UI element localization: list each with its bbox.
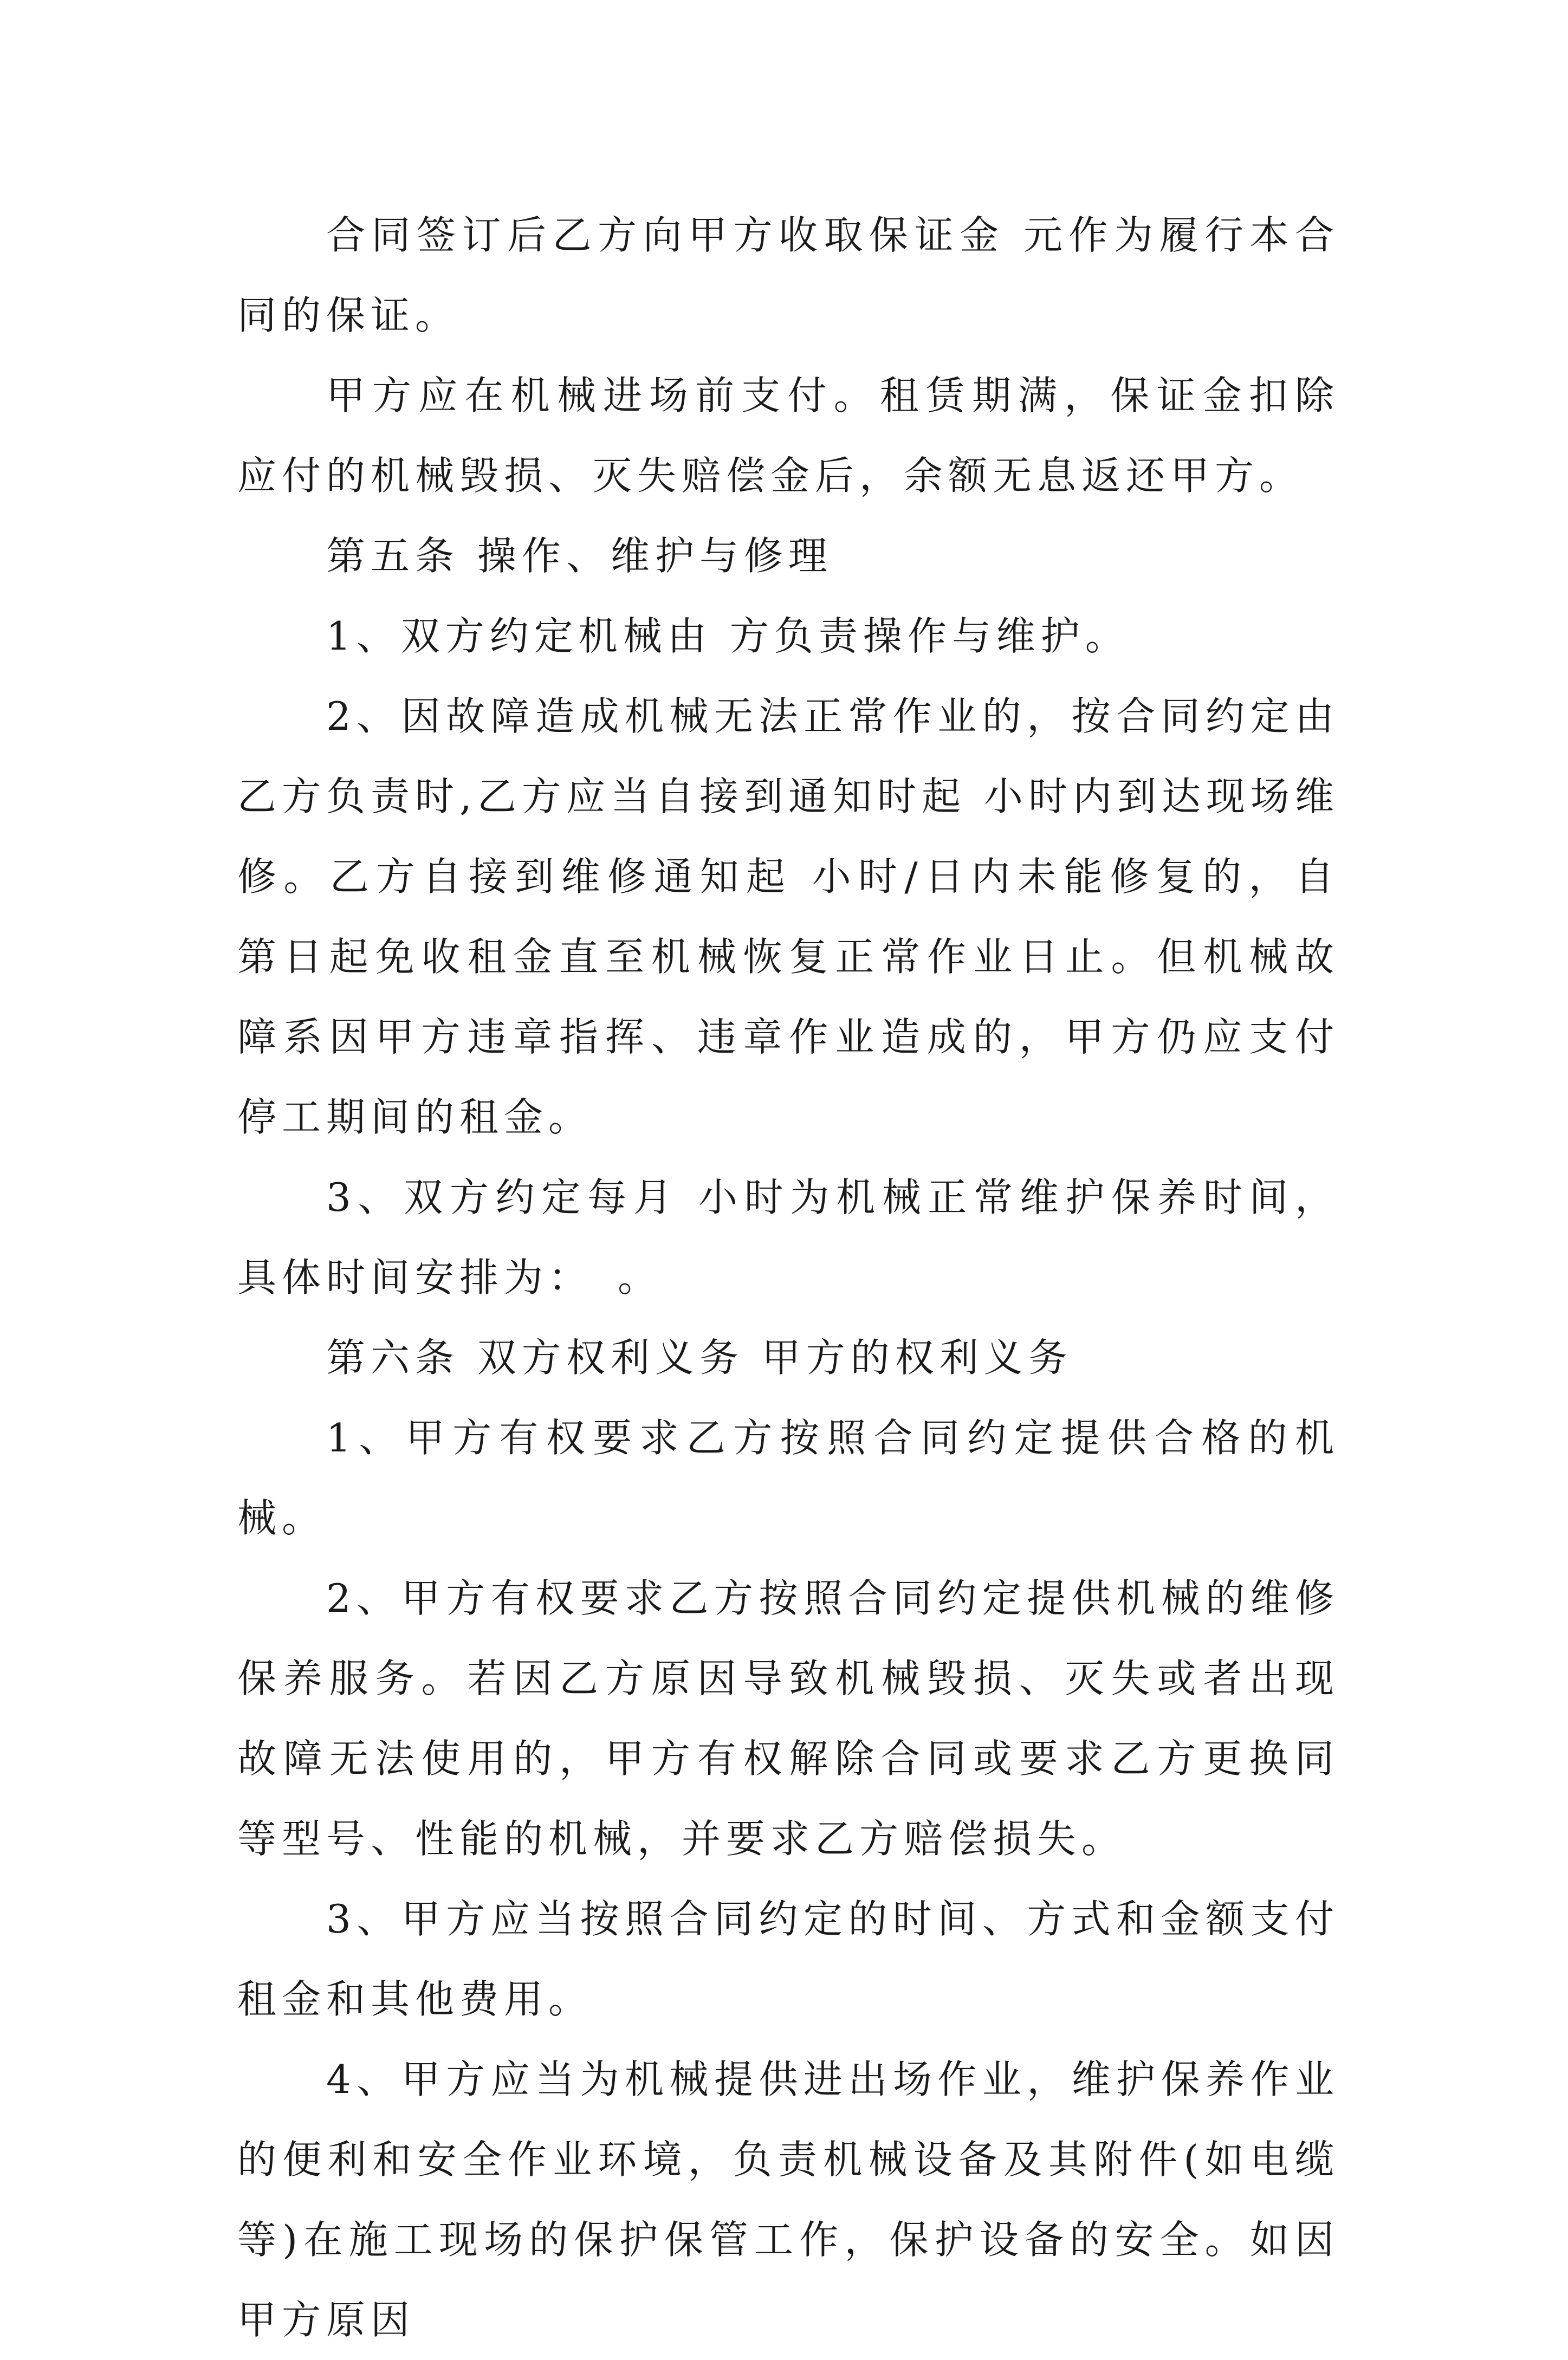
paragraph-deposit: 合同签订后乙方向甲方收取保证金 元作为履行本合同的保证。 — [237, 212, 1339, 338]
article-5-heading: 第五条 操作、维护与修理 — [326, 533, 833, 579]
article-6-clause-4: 4、甲方应当为机械提供进出场作业，维护保养作业的便利和安全作业环境，负责机械设备及其附件(如电缆等)在施工现场的保护保管工作，保护设备的安全。如因甲方原因 — [237, 2057, 1339, 2343]
article-5-clause-1: 1、双方约定机械由 方负责操作与维护。 — [326, 613, 1130, 659]
article-5-clause-3: 3、双方约定每月 小时为机械正常维护保养时间，具体时间安排为： 。 — [237, 1175, 1339, 1300]
paragraph-deposit-payment: 甲方应在机械进场前支付。租赁期满，保证金扣除应付的机械毁损、灭失赔偿金后，余额无息返还甲方。 — [237, 373, 1339, 498]
article-6-clause-1: 1、甲方有权要求乙方按照合同约定提供合格的机械。 — [237, 1415, 1339, 1541]
article-6-clause-2: 2、甲方有权要求乙方按照合同约定提供机械的维修保养服务。若因乙方原因导致机械毁损、灭失或者出现故障无法使用的，甲方有权解除合同或要求乙方更换同等型号、性能的机械，并要求乙方赔偿损失。 — [237, 1576, 1339, 1862]
document-body — [237, 195, 1339, 2360]
article-6-clause-3: 3、甲方应当按照合同约定的时间、方式和金额支付租金和其他费用。 — [237, 1896, 1339, 2022]
article-5-clause-2: 2、因故障造成机械无法正常作业的，按合同约定由乙方负责时,乙方应当自接到通知时起 小时内到达现场维修。乙方自接到维修通知起 小时/日内未能修复的，自第日起免收租金直至机械恢复正常作业日止。但机械故障系因甲方违章指挥、违章作业造成的，甲方仍应支付停工期间的租金。 — [237, 693, 1339, 1140]
article-6-heading: 第六条 双方权利义务 甲方的权利义务 — [326, 1335, 1073, 1380]
